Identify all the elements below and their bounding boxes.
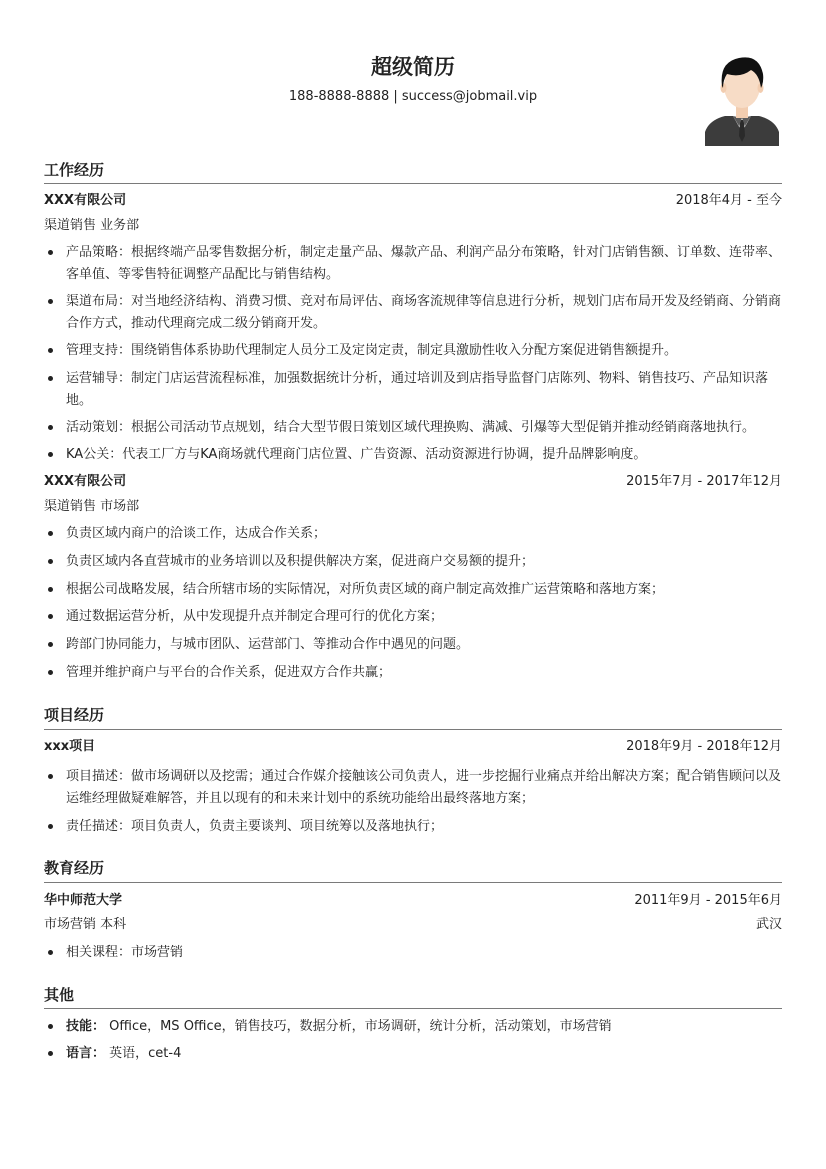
list-item [66, 579, 782, 601]
list-item [66, 523, 782, 545]
list-item-text: 管理并维护商户与平台的合作关系，促进双方合作共赢； [66, 665, 392, 680]
language-value: 英语，cet-4 [105, 1046, 182, 1061]
list-item-text: 跨部门协同能力，与城市团队、运营部门、等推动合作中遇见的问题。 [66, 637, 470, 652]
bullet-icon [48, 950, 53, 955]
project-header [44, 737, 782, 757]
list-item-text: KA公关：代表工厂方与KA商场就代理商门店位置、广告资源、活动资源进行协调，提升品牌影响度。 [66, 447, 647, 462]
education-period: 2011年9月 - 2015年6月 [634, 893, 782, 908]
job-role-row [44, 216, 782, 236]
job-period: 2015年7月 - 2017年12月 [626, 474, 782, 489]
bullet-icon [48, 642, 53, 647]
list-item [66, 766, 782, 809]
list-item-text: 负责区域内商户的洽谈工作，达成合作关系； [66, 526, 327, 541]
list-item-text: 产品策略：根据终端产品零售数据分析，制定走量产品、爆款产品、利润产品分布策略，针对门店销售额、订单数、连带率、客单值、等零售特征调整产品配比与销售结构。 [66, 245, 782, 282]
list-item [66, 551, 782, 573]
list-item [66, 417, 782, 439]
skills-item [66, 1016, 782, 1038]
bullet-icon [48, 376, 53, 381]
list-item [66, 816, 782, 838]
list-item-text: 渠道布局：对当地经济结构、消费习惯、竞对布局评估、商场客流规律等信息进行分析，规划门店布局开发及经销商、分销商合作方式，推动代理商完成二级分销商开发。 [66, 294, 782, 331]
major-degree: 市场营销 本科 [44, 917, 127, 932]
project-name: xxx项目 [44, 739, 96, 754]
section-title-education: 教育经历 [44, 859, 105, 877]
school-name: 华中师范大学 [44, 893, 123, 908]
bullet-icon [48, 670, 53, 675]
job-period: 2018年4月 - 至今 [675, 193, 782, 208]
contact-info: 188-8888-8888 | success@jobmail.vip [288, 89, 538, 104]
bullet-icon [48, 559, 53, 564]
bullet-icon [48, 587, 53, 592]
job-role-row [44, 497, 782, 517]
bullet-icon [48, 250, 53, 255]
list-item-text: 活动策划：根据公司活动节点规划，结合大型节假日策划区域代理换购、满减、引爆等大型促销并推动经销商落地执行。 [66, 420, 756, 435]
education-detail [44, 915, 782, 935]
job-header [44, 191, 782, 211]
list-item-text: 负责区域内各直营城市的业务培训以及积提供解决方案，促进商户交易额的提升； [66, 554, 535, 569]
bullet-icon [48, 425, 53, 430]
bullet-icon [48, 531, 53, 536]
list-item-text: 运营辅导：制定门店运营流程标准，加强数据统计分析，通过培训及到店指导监督门店陈列、物料、销售技巧、产品知识落地。 [66, 371, 769, 408]
list-item-text: 项目描述：做市场调研以及挖需；通过合作媒介接触该公司负责人，进一步挖掘行业痛点并给出解决方案；配合销售顾问以及运维经理做疑难解答，并且以现有的和未来计划中的系统功能给出最终落地方案； [66, 769, 782, 806]
section-divider [44, 882, 782, 883]
skills-value: Office，MS Office，销售技巧，数据分析，市场调研，统计分析，活动策划，市场营销 [105, 1019, 612, 1034]
list-item [66, 340, 782, 362]
list-item-text: 管理支持：围绕销售体系协助代理制定人员分工及定岗定责，制定具激励性收入分配方案促进销售额提升。 [66, 343, 678, 358]
list-item-text: 根据公司战略发展，结合所辖市场的实际情况，对所负责区域的商户制定高效推广运营策略和落地方案； [66, 582, 665, 597]
bullet-icon [48, 348, 53, 353]
company-name: XXX有限公司 [44, 474, 127, 489]
list-item [66, 368, 782, 411]
list-item [66, 606, 782, 628]
job-role: 渠道销售 业务部 [44, 218, 140, 233]
company-name: XXX有限公司 [44, 193, 127, 208]
list-item-text: 通过数据运营分析，从中发现提升点并制定合理可行的优化方案； [66, 609, 444, 624]
section-divider [44, 183, 782, 184]
bullet-icon [48, 1051, 53, 1056]
job-header [44, 472, 782, 492]
list-item [66, 634, 782, 656]
list-item [66, 242, 782, 285]
bullet-icon [48, 824, 53, 829]
list-item [66, 291, 782, 334]
skills-label: 技能： [66, 1019, 106, 1034]
section-divider [44, 1008, 782, 1009]
section-title-projects: 项目经历 [44, 706, 105, 724]
list-item-text: 相关课程：市场营销 [66, 945, 184, 960]
bullet-icon [48, 774, 53, 779]
list-item [66, 942, 782, 964]
section-title-other: 其他 [44, 986, 75, 1004]
bullet-icon [48, 614, 53, 619]
list-item [66, 662, 782, 684]
education-header [44, 891, 782, 911]
list-item [66, 444, 782, 466]
candidate-name: 超级简历 [371, 55, 455, 79]
section-title-work: 工作经历 [44, 161, 105, 179]
language-item [66, 1043, 782, 1065]
bullet-icon [48, 1024, 53, 1029]
section-divider [44, 729, 782, 730]
education-city: 武汉 [755, 917, 782, 932]
avatar [703, 52, 781, 146]
list-item-text: 责任描述：项目负责人，负责主要谈判、项目统筹以及落地执行； [66, 819, 444, 834]
bullet-icon [48, 452, 53, 457]
job-role: 渠道销售 市场部 [44, 499, 140, 514]
project-period: 2018年9月 - 2018年12月 [626, 739, 782, 754]
language-label: 语言： [66, 1046, 106, 1061]
bullet-icon [48, 299, 53, 304]
